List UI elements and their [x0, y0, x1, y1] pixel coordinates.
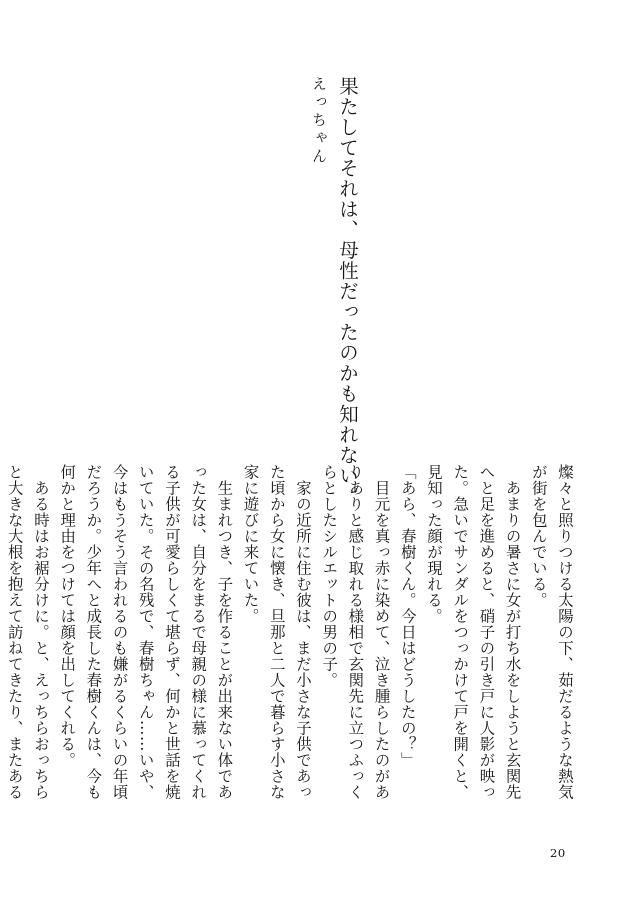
- paragraph: あまりの暑さに女が打ち水をしようと玄関先へと足を進めると、硝子の引き戸に人影が映った。急いでサンダルをつっかけて戸を開くと、見知った顔が現れる。: [424, 464, 522, 800]
- author-name: えっちゃん: [310, 76, 328, 166]
- paragraph: 目元を真っ赤に染めて、泣き腫らしたのがありありと感じ取れる様相で玄関先に立つふっくらとしたシルエットの男の子。: [320, 464, 391, 800]
- body-text: [5, 464, 578, 804]
- story-title: 果たしてそれは、母性だったのかも知れない。: [336, 76, 359, 507]
- paragraph: 家の近所に住む彼は、まだ小さな子供であった頃から女に懐き、旦那と二人で暮らす小さな家に遊びに来ていた。: [241, 464, 312, 800]
- paragraph: 燦々と照りつける太陽の下、茹だるような熱気が街を包んでいる。: [529, 464, 574, 800]
- page-number: 20: [550, 846, 566, 860]
- title-block: [305, 76, 361, 507]
- paragraph: 生まれつき、子を作ることが出来ない体であった女は、自分をまるで母親の様に慕ってくれる子供が可愛らしくて堪らず、何かと世話を焼いていた。その名残で、春樹ちゃん……いや、今はもうそう言われるのも嫌がるくらいの年頃だろうか。少年へと成長した春樹くんは、今も何かと理由をつけては顔を出してくれる。: [58, 464, 234, 800]
- paragraph: 「あら、春樹くん。今日はどうしたの？」: [398, 464, 417, 768]
- paragraph: ある時はお裾分けに。と、えっちらおっちらと大きな大根を抱えて訪ねてきたり、またある: [5, 464, 50, 800]
